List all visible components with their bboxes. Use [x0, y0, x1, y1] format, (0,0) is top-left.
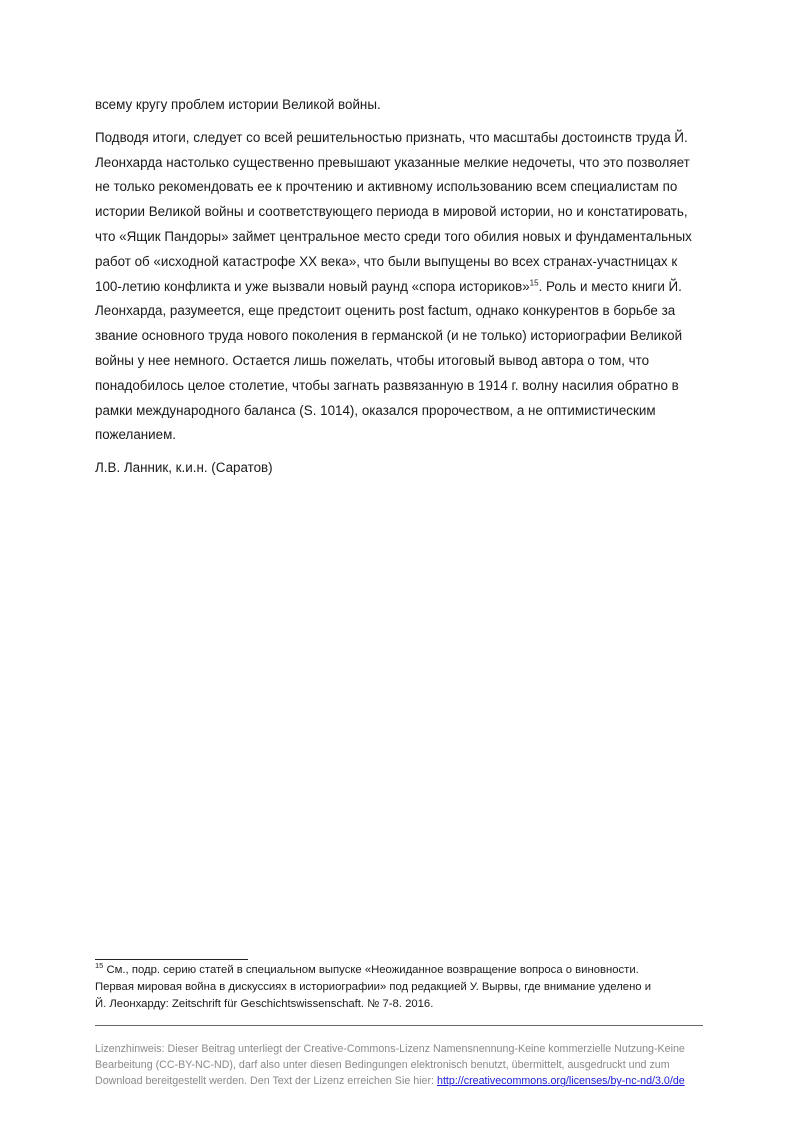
- text-line: истории Великой войны и соответствующего периода в мировой истории, но и констатировать,: [95, 204, 688, 220]
- paragraph-2: [95, 126, 707, 448]
- text-fragment: 100-летию конфликта и уже вызвали новый раунд «спора историков»: [95, 278, 530, 294]
- text-line: Подводя итоги, следует со всей решительностью признать, что масштабы достоинств труда Й.: [95, 129, 688, 145]
- author-line: Л.В. Ланник, к.и.н. (Саратов): [95, 460, 273, 476]
- footnote: [95, 962, 707, 1012]
- footnote-divider: [95, 959, 248, 960]
- footnote-line: Первая мировая война в дискуссиях в историографии» под редакцией У. Вырвы, где внимание уделено и: [95, 980, 652, 993]
- author-signature: [95, 456, 707, 481]
- text-line: всему кругу проблем истории Великой войны.: [95, 97, 381, 112]
- footnote-reference[interactable]: 15: [529, 278, 539, 288]
- text-line: понадобилось целое столетие, чтобы загнать развязанную в 1914 г. волну насилия обратно в: [95, 377, 679, 393]
- license-link[interactable]: http://creativecommons.org/licenses/by-nc-nd/3.0/de: [437, 1075, 685, 1088]
- footnote-text: См., подр. серию статей в специальном выпуске «Неожиданное возвращение вопроса о виновности.: [103, 964, 639, 976]
- footnote-line: Й. Леонхарду: Zeitschrift für Geschichtswissenschaft. № 7-8. 2016.: [95, 997, 434, 1010]
- text-line: рамки международного баланса (S. 1014), оказался пророчеством, а не оптимистическим: [95, 402, 656, 418]
- license-text: Download bereitgestellt werden. Den Text der Lizenz erreichen Sie hier:: [95, 1075, 437, 1088]
- document-body: [95, 93, 707, 481]
- text-fragment: . Роль и место книги Й.: [538, 278, 682, 294]
- text-line: звание основного труда нового поколения в германской (и не только) историографии Великой: [95, 328, 683, 344]
- text-line-with-footnote-ref: [95, 275, 707, 300]
- text-line: Леонхарда настолько существенно превышают указанные мелкие недочеты, что это позволяет: [95, 154, 690, 170]
- text-line: Леонхарда, разумеется, еще предстоит оценить post factum, однако конкурентов в борьбе за: [95, 303, 676, 319]
- text-line: что «Ящик Пандоры» займет центральное место среди того обилия новых и фундаментальных: [95, 228, 692, 244]
- text-line: войны у нее немного. Остается лишь пожелать, чтобы итоговый вывод автора о том, что: [95, 352, 650, 368]
- footnote-line: [95, 962, 707, 979]
- license-notice: [95, 1041, 707, 1090]
- text-line: не только рекомендовать ее к прочтению и активному использованию всем специалистам по: [95, 179, 678, 195]
- text-line: пожеланием.: [95, 427, 177, 443]
- paragraph-1: [95, 93, 707, 118]
- license-line: [95, 1073, 707, 1089]
- footnote-number: 15: [95, 961, 104, 971]
- license-line: Lizenzhinweis: Dieser Beitrag unterliegt der Creative-Commons-Lizenz Namensnennung-Keine kommerzielle Nutzung-Keine: [95, 1043, 685, 1055]
- license-line: Bearbeitung (CC-BY-NC-ND), darf also unter diesen Bedingungen elektronisch benutzt, übermittelt, ausgedruckt und zum: [95, 1059, 670, 1072]
- license-divider: [95, 1025, 703, 1026]
- text-line: работ об «исходной катастрофе XX века», что были выпущены во всех странах-участницах к: [95, 253, 678, 269]
